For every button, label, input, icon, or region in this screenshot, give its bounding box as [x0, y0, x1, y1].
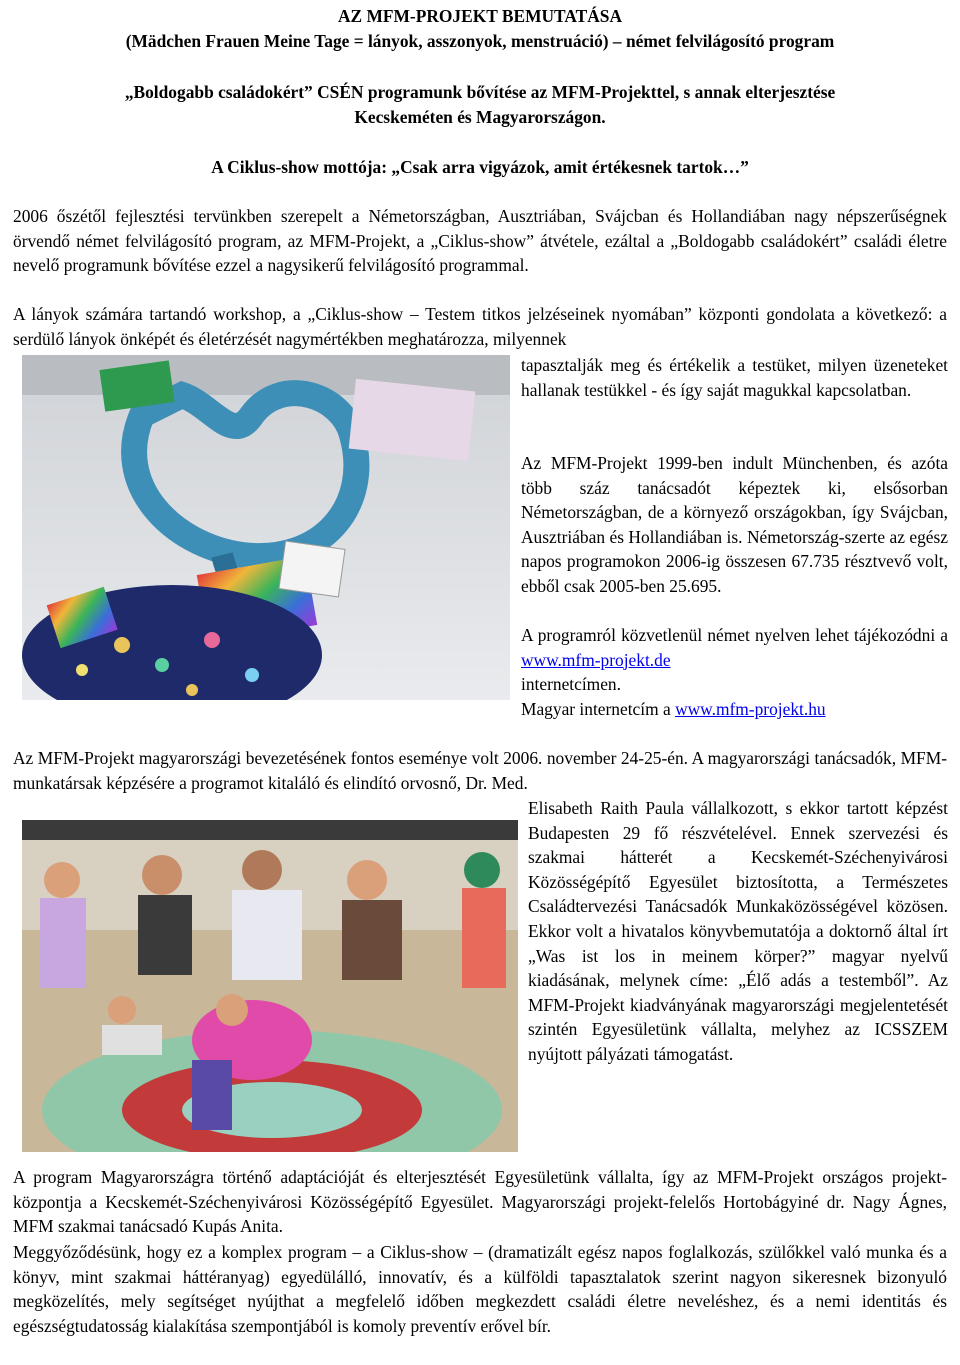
document-title: AZ MFM-PROJEKT BEMUTATÁSA [337, 6, 623, 26]
document-subtitle: (Mädchen Frauen Meine Tage = lányok, asszonyok, menstruáció) – német felvilágosító program [125, 31, 835, 51]
paragraph-workshop-continued: tapasztalják meg és értékelik a testüket, milyen üzeneteket hallanak testükkel - és így saját magukkal kapcsolatban. [521, 355, 948, 400]
paragraph-intro: 2006 őszétől fejlesztési tervünkben szerepelt a Németországban, Ausztriában, Svájcban és Hollandiában nagy népszerűségnek örvendő német felvilágosító program, az MFM-Projekt, a „Ciklus-show” átvétele, ezáltal a „Boldogabb családokért” családi életre nevelő programunk bővítése ezzel a nagysikerű felvilágosító programmal. [13, 206, 947, 276]
hungarian-link-text: Magyar internetcím a [521, 699, 671, 719]
paragraph-adaptation: A program Magyarországra történő adaptációját és elterjesztését Egyesületünk vállalta, így az MFM-Projekt országos projekt-központja a Kecskemét-Széchenyivárosi Közösségépítő Egyesület. Magyarországi projekt-felelős Hortobágyiné dr. Nagy Ágnes, MFM szakmai tanácsadó Kupás Anita. [13, 1167, 947, 1237]
heading-line-2: Kecskeméten és Magyarországon. [354, 107, 606, 127]
german-link-text: A programról közvetlenül német nyelven lehet tájékozódni a [521, 625, 948, 645]
photo-workshop-image [22, 820, 518, 1152]
paragraph-workshop: A lányok számára tartandó workshop, a „Ciklus-show – Testem titkos jelzéseinek nyomában” központi gondolata a következő: a serdülő lányok önképét és életérzését nagymértékben meghatározza, milyennek [13, 304, 947, 349]
paragraph-training-event: Az MFM-Projekt magyarországi bevezetésének fontos eseménye volt 2006. november 24-25-én. A magyarországi tanácsadók, MFM-munkatársak képzésére a programot kitaláló és elindító orvosnő, Dr. Med. [13, 748, 947, 793]
german-link-tail: internetcímen. [521, 674, 621, 695]
paragraph-training-details: Elisabeth Raith Paula vállalkozott, s ekkor tartott képzést Budapesten 29 fő részvételével. Ennek szervezési és szakmai hátterét a Kecskemét-Széchenyivárosi Közösségépítő Egyesület biztosította, a Természetes Családtervezési Tanácsadók Munkaközösségével közösen. Ekkor volt a hivatalos könyvbemutatója a doktornő által írt „Was ist los in meinem körper?” magyar nyelvű kiadásának, melynek címe: „Élő adás a testemből”. Az MFM-Projekt kiadványának magyarországi megjelentetését szintén Egyesületünk vállalta, melyhez az ICSSZEM nyújtott pályázati támogatást. [528, 798, 948, 1064]
motto: A Ciklus-show mottója: „Csak arra vigyázok, amit értékesnek tartok…” [211, 157, 749, 177]
german-site-link[interactable]: www.mfm-projekt.de [521, 649, 671, 670]
heading-line-1: „Boldogabb családokért” CSÉN programunk bővítése az MFM-Projekttel, s annak elterjesztése [124, 82, 836, 102]
photo-workshop-girls [22, 820, 518, 1152]
photo-cycle-show-image [22, 355, 510, 700]
paragraph-hungarian-link [521, 697, 948, 722]
hungarian-site-link[interactable]: www.mfm-projekt.hu [675, 699, 826, 719]
paragraph-german-link [521, 623, 948, 697]
paragraph-history: Az MFM-Projekt 1999-ben indult Münchenben, és azóta több száz tanácsadót képeztek ki, elsősorban Németországban, de a környező országokban, így Svájcban, Ausztriában és Hollandiában is. Németország-szerte az egész napos programokon 2006-ig összesen 67.735 résztvevő volt, ebből csak 2005-ben 25.695. [521, 453, 948, 596]
photo-cycle-show-materials [22, 355, 510, 700]
paragraph-conclusion: Meggyőződésünk, hogy ez a komplex program – a Ciklus-show – (dramatizált egész napos foglalkozás, szülőkkel való munka és a könyv, mint szakmai háttéranyag) egyedülálló, innovatív, és a külföldi tapasztalatok szerint nagyon sikeresnek bizonyuló megközelítés, mely segítséget nyújthat a megfelelő időben megkezdett családi életre neveléshez, és a nemi identitás és egészségtudatosság kialakítása szempontjából is komoly preventív erővel bír. [13, 1242, 947, 1336]
